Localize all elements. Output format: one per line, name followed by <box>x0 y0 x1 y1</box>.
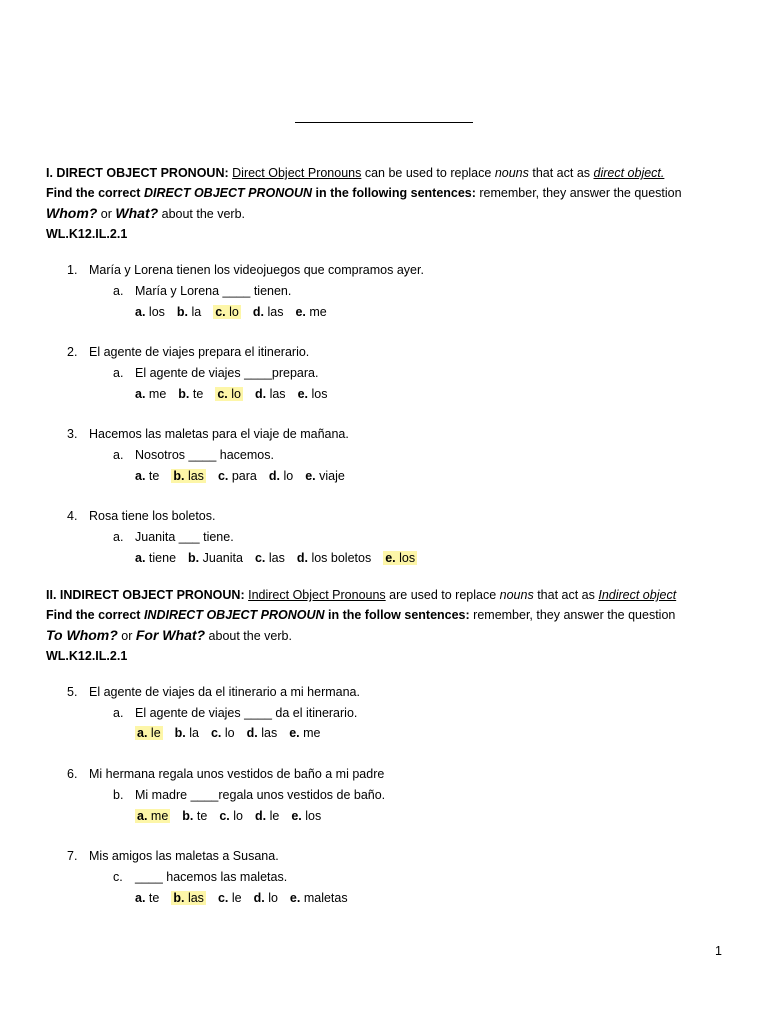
subitem-sentence: Juanita ___ tiene. <box>135 530 234 544</box>
option-letter: a. <box>137 726 148 740</box>
answer-option[interactable] <box>171 469 206 483</box>
question-subitem <box>113 365 318 381</box>
question-number: 3. <box>67 427 78 441</box>
question-sentence: Mis amigos las maletas a Susana. <box>89 849 279 863</box>
instr-term: DIRECT OBJECT PRONOUN <box>143 186 313 200</box>
section1-text2: that act as <box>528 166 594 180</box>
answer-options <box>135 386 339 402</box>
standard-code: WL.K12.IL.2.1 <box>46 227 128 241</box>
section2-object-term: Indirect object <box>598 588 677 602</box>
option-letter: a. <box>137 809 148 823</box>
answer-option[interactable] <box>289 726 320 740</box>
question-sentence: María y Lorena tienen los videojuegos que compramos ayer. <box>89 263 424 277</box>
option-letter: d. <box>268 469 280 483</box>
option-letter: c. <box>219 809 230 823</box>
option-text: le <box>150 726 161 740</box>
subitem-sentence: María y Lorena ____ tienen. <box>135 284 292 298</box>
question-number: 5. <box>67 685 78 699</box>
subitem-sentence: Nosotros ____ hacemos. <box>135 448 274 462</box>
option-text: me <box>148 387 167 401</box>
about-verb-text: about the verb. <box>158 207 246 221</box>
option-text: Juanita <box>202 551 243 565</box>
subitem-letter: c. <box>113 870 123 884</box>
answer-options <box>135 808 333 824</box>
answer-option[interactable] <box>298 387 328 401</box>
option-text: me <box>309 305 327 319</box>
section2-nouns: nouns <box>499 588 534 602</box>
answer-option[interactable] <box>291 809 321 823</box>
option-letter: c. <box>217 891 229 905</box>
option-text: te <box>192 387 204 401</box>
question-word-2: What? <box>115 205 159 221</box>
section1-term: Direct Object Pronouns <box>232 166 362 180</box>
answer-option[interactable] <box>218 469 257 483</box>
option-text: lo <box>229 305 239 319</box>
option-letter: a. <box>135 891 146 905</box>
option-text: viaje <box>319 469 345 483</box>
or-text: or <box>117 629 136 643</box>
answer-option[interactable] <box>188 551 243 565</box>
option-text: maletas <box>303 891 348 905</box>
question-subitem <box>113 447 274 463</box>
answer-option[interactable] <box>135 305 165 319</box>
option-text: lo <box>233 809 243 823</box>
option-letter: c. <box>217 387 228 401</box>
option-letter: d. <box>246 726 258 740</box>
section1-object-term: direct object. <box>593 166 665 180</box>
subitem-letter: b. <box>113 788 124 802</box>
subitem-sentence: El agente de viajes ____prepara. <box>135 366 319 380</box>
option-letter: a. <box>135 387 146 401</box>
subitem-letter: a. <box>113 706 124 720</box>
option-text: me <box>303 726 321 740</box>
section2-text: are used to replace <box>385 588 500 602</box>
option-text: le <box>269 809 280 823</box>
option-letter: b. <box>188 551 200 565</box>
answer-option[interactable] <box>295 305 326 319</box>
option-text: lo <box>268 891 278 905</box>
question-item <box>67 262 424 278</box>
option-letter: b. <box>176 305 189 319</box>
answer-option[interactable] <box>135 726 163 740</box>
section2-label: II. INDIRECT OBJECT PRONOUN: <box>46 588 245 602</box>
question-sentence: Mi hermana regala unos vestidos de baño a mi padre <box>89 767 385 781</box>
option-text: lo <box>224 726 235 740</box>
subitem-sentence: El agente de viajes ____ da el itinerario. <box>135 706 358 720</box>
question-sentence: El agente de viajes prepara el itinerario. <box>89 345 310 359</box>
option-text: las <box>187 469 204 483</box>
answer-option[interactable] <box>182 809 207 823</box>
option-letter: e. <box>305 469 316 483</box>
subitem-sentence: ____ hacemos las maletas. <box>135 870 288 884</box>
section1-standard <box>46 226 127 242</box>
subitem-letter: a. <box>113 448 124 462</box>
subitem-letter: a. <box>113 366 124 380</box>
option-letter: e. <box>289 891 301 905</box>
option-text: las <box>261 726 278 740</box>
option-text: lo <box>283 469 294 483</box>
option-letter: b. <box>174 726 186 740</box>
subitem-letter: a. <box>113 530 124 544</box>
question-sentence: El agente de viajes da el itinerario a mi hermana. <box>89 685 360 699</box>
question-number: 2. <box>67 345 78 359</box>
instr-term: INDIRECT OBJECT PRONOUN <box>143 608 325 622</box>
question-number: 1. <box>67 263 78 277</box>
option-text: para <box>231 469 257 483</box>
answer-option[interactable] <box>254 891 278 905</box>
question-subitem <box>113 283 291 299</box>
option-text: los boletos <box>311 551 372 565</box>
answer-options <box>135 725 333 741</box>
answer-option[interactable] <box>178 387 203 401</box>
page-number: 1 <box>715 944 722 958</box>
section1-label: I. DIRECT OBJECT PRONOUN: <box>46 166 229 180</box>
answer-option[interactable] <box>213 305 241 319</box>
question-sentence: Hacemos las maletas para el viaje de mañana. <box>89 427 349 441</box>
option-text: las <box>267 305 284 319</box>
option-text: te <box>148 469 160 483</box>
question-item <box>67 426 349 442</box>
or-text: or <box>97 207 116 221</box>
answer-options <box>135 304 339 320</box>
instr-rest: remember, they answer the question <box>475 186 682 200</box>
answer-options <box>135 468 357 484</box>
question-number: 4. <box>67 509 78 523</box>
section2-instruction <box>46 607 675 623</box>
section2-text2: that act as <box>533 588 599 602</box>
question-item <box>67 508 215 524</box>
option-letter: e. <box>385 551 396 565</box>
option-letter: e. <box>289 726 300 740</box>
answer-option[interactable] <box>215 387 243 401</box>
question-subitem <box>113 787 385 803</box>
answer-option[interactable] <box>135 469 159 483</box>
option-text: te <box>196 809 208 823</box>
option-text: la <box>191 305 202 319</box>
answer-option[interactable] <box>383 551 417 565</box>
section2-term: Indirect Object Pronouns <box>248 588 386 602</box>
option-letter: b. <box>173 891 185 905</box>
option-text: lo <box>231 387 241 401</box>
answer-option[interactable] <box>305 469 345 483</box>
instr-bold2: in the following sentences: <box>312 186 476 200</box>
option-letter: c. <box>210 726 222 740</box>
option-text: los <box>305 809 322 823</box>
answer-option[interactable] <box>269 469 293 483</box>
answer-option[interactable] <box>171 891 206 905</box>
section1-heading <box>46 165 664 181</box>
option-letter: d. <box>254 809 267 823</box>
option-letter: b. <box>182 809 194 823</box>
about-verb-text: about the verb. <box>205 629 292 643</box>
option-letter: b. <box>178 387 190 401</box>
subitem-sentence: Mi madre ____regala unos vestidos de baño. <box>135 788 386 802</box>
answer-option[interactable] <box>135 551 176 565</box>
answer-option[interactable] <box>253 305 284 319</box>
question-word-2: For What? <box>135 627 206 643</box>
option-letter: c. <box>217 469 229 483</box>
section2-standard <box>46 648 127 664</box>
answer-option[interactable] <box>290 891 348 905</box>
answer-option[interactable] <box>175 726 199 740</box>
subitem-letter: a. <box>113 284 124 298</box>
option-text: me <box>150 809 169 823</box>
option-text: los <box>311 387 328 401</box>
answer-option[interactable] <box>135 387 166 401</box>
option-text: las <box>187 891 204 905</box>
option-letter: d. <box>296 551 308 565</box>
section2-question-words <box>46 627 292 644</box>
answer-option[interactable] <box>255 551 285 565</box>
answer-option[interactable] <box>218 891 242 905</box>
question-number: 7. <box>67 849 78 863</box>
option-text: las <box>269 387 286 401</box>
option-letter: a. <box>135 305 146 319</box>
answer-option[interactable] <box>255 387 286 401</box>
answer-option[interactable] <box>211 726 235 740</box>
option-letter: d. <box>252 305 264 319</box>
option-text: las <box>268 551 285 565</box>
option-letter: e. <box>297 387 308 401</box>
option-letter: c. <box>215 305 226 319</box>
option-letter: a. <box>135 469 146 483</box>
option-letter: e. <box>295 305 306 319</box>
instr-bold: Find the correct <box>46 186 144 200</box>
question-word-1: To Whom? <box>46 627 118 643</box>
section1-text: can be used to replace <box>361 166 495 180</box>
option-letter: d. <box>253 891 265 905</box>
question-item <box>67 848 279 864</box>
standard-code: WL.K12.IL.2.1 <box>46 649 128 663</box>
option-text: tiene <box>148 551 177 565</box>
question-item <box>67 344 309 360</box>
answer-option[interactable] <box>247 726 278 740</box>
instr-rest: remember, they answer the question <box>469 608 676 622</box>
section2-heading <box>46 587 676 603</box>
answer-option[interactable] <box>297 551 371 565</box>
option-text: los <box>148 305 165 319</box>
answer-option[interactable] <box>135 891 159 905</box>
question-subitem <box>113 705 357 721</box>
question-subitem <box>113 529 234 545</box>
option-text: le <box>231 891 242 905</box>
question-word-1: Whom? <box>46 205 98 221</box>
option-text: la <box>189 726 199 740</box>
answer-option[interactable] <box>135 809 170 823</box>
section1-nouns: nouns <box>494 166 529 180</box>
answer-options <box>135 890 360 906</box>
option-letter: a. <box>135 551 146 565</box>
option-letter: b. <box>173 469 185 483</box>
option-text: te <box>148 891 160 905</box>
answer-options <box>135 550 429 566</box>
option-letter: c. <box>254 551 266 565</box>
answer-option[interactable] <box>255 809 279 823</box>
instr-bold2: in the follow sentences: <box>324 608 470 622</box>
question-subitem <box>113 869 287 885</box>
option-letter: e. <box>291 809 302 823</box>
instr-bold: Find the correct <box>46 608 144 622</box>
question-item <box>67 684 360 700</box>
answer-option[interactable] <box>177 305 201 319</box>
question-sentence: Rosa tiene los boletos. <box>89 509 216 523</box>
option-text: los <box>399 551 416 565</box>
section1-instruction <box>46 185 682 201</box>
question-number: 6. <box>67 767 78 781</box>
title-blank-line <box>295 122 473 123</box>
section1-question-words <box>46 205 245 222</box>
answer-option[interactable] <box>219 809 243 823</box>
question-item <box>67 766 384 782</box>
option-letter: d. <box>254 387 267 401</box>
